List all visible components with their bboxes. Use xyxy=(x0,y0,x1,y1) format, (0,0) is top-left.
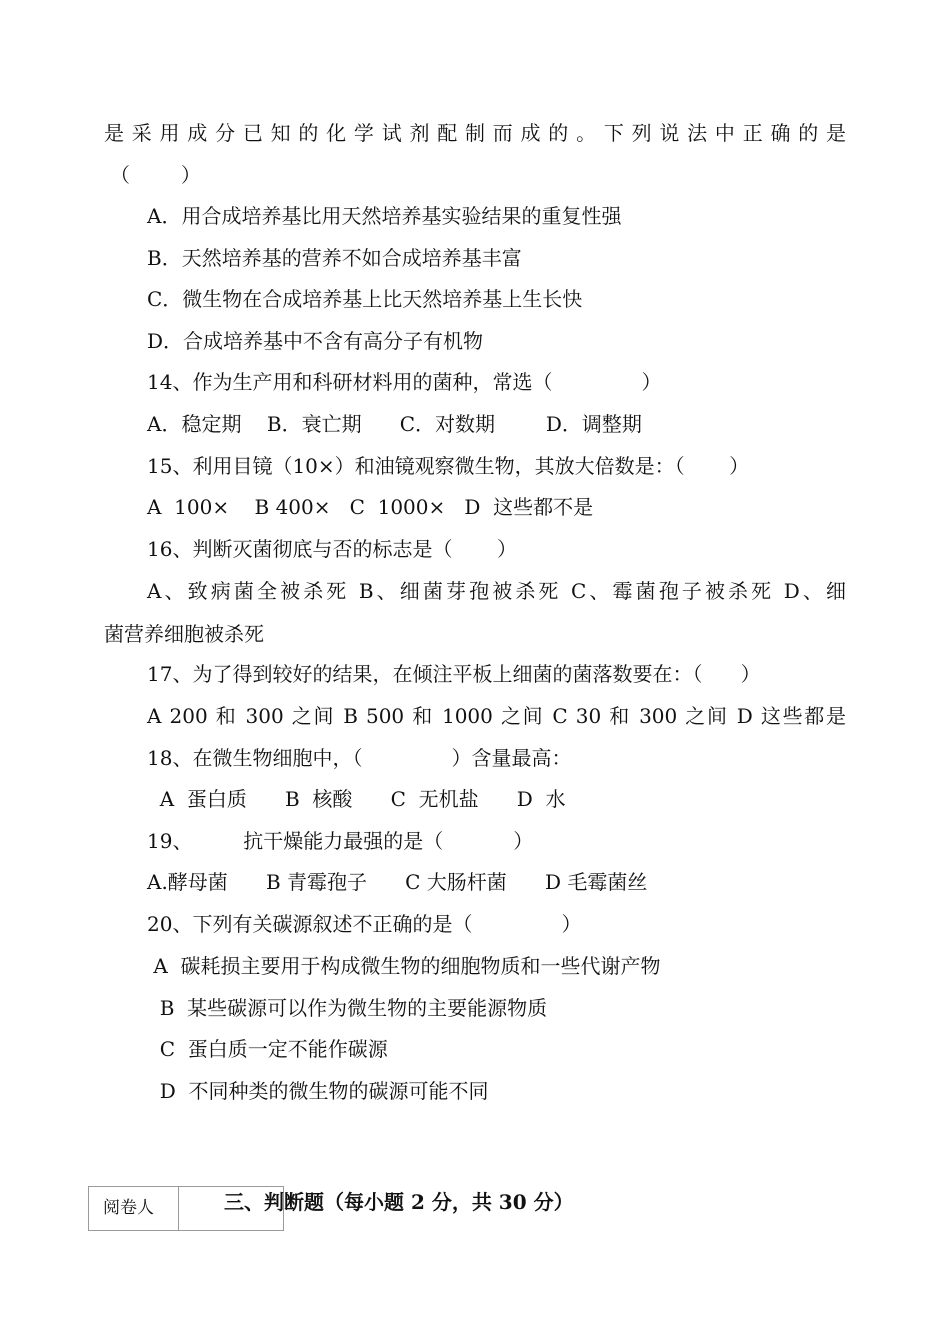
question-line: 14、作为生产用和科研材料用的菌种，常选（ ） xyxy=(147,370,662,394)
text-line: （ ） xyxy=(110,163,201,187)
question-line: 16、判断灭菌彻底与否的标志是（ ） xyxy=(147,537,517,561)
option-line: B 某些碳源可以作为微生物的主要能源物质 xyxy=(147,996,548,1020)
question-line: 17、为了得到较好的结果，在倾注平板上细菌的菌落数要在：（ ） xyxy=(147,662,761,686)
option-line: A．用合成培养基比用天然培养基实验结果的重复性强 xyxy=(147,204,622,228)
option-line: A 蛋白质 B 核酸 C 无机盐 D 水 xyxy=(147,787,566,811)
option-line: A 100× B 400× C 1000× D 这些都不是 xyxy=(147,495,594,519)
option-line: A.酵母菌 B 青霉孢子 C 大肠杆菌 D 毛霉菌丝 xyxy=(147,870,648,894)
grader-box-divider xyxy=(178,1187,179,1230)
grader-label: 阅卷人 xyxy=(103,1198,154,1218)
question-line: 20、下列有关碳源叙述不正确的是（ ） xyxy=(147,912,582,936)
option-line: A．稳定期 B．衰亡期 C．对数期 D．调整期 xyxy=(147,412,642,436)
text-line: 是采用成分已知的化学试剂配制而成的。下列说法中正确的是 xyxy=(104,121,846,145)
option-line: 菌营养细胞被杀死 xyxy=(104,622,264,646)
option-line: A 200 和 300 之间 B 500 和 1000 之间 C 30 和 300 之间 D 这些都是 xyxy=(147,704,846,728)
option-line: A 碳耗损主要用于构成微生物的细胞物质和一些代谢产物 xyxy=(147,954,661,978)
question-line: 15、利用目镜（10×）和油镜观察微生物，其放大倍数是：（ ） xyxy=(147,454,750,478)
option-line: C．微生物在合成培养基上比天然培养基上生长快 xyxy=(147,287,583,311)
question-line: 18、在微生物细胞中，（ ）含量最高： xyxy=(147,746,572,770)
question-line: 19、 抗干燥能力最强的是（ ） xyxy=(147,829,534,853)
section-heading: 三、判断题（每小题 2 分，共 30 分） xyxy=(224,1190,574,1214)
option-line: D．合成培养基中不含有高分子有机物 xyxy=(147,329,484,353)
option-line: D 不同种类的微生物的碳源可能不同 xyxy=(147,1079,489,1103)
option-line: C 蛋白质一定不能作碳源 xyxy=(147,1037,388,1061)
option-line: A、致病菌全被杀死 B、细菌芽孢被杀死 C、霉菌孢子被杀死 D、细 xyxy=(147,579,846,603)
option-line: B．天然培养基的营养不如合成培养基丰富 xyxy=(147,246,522,270)
